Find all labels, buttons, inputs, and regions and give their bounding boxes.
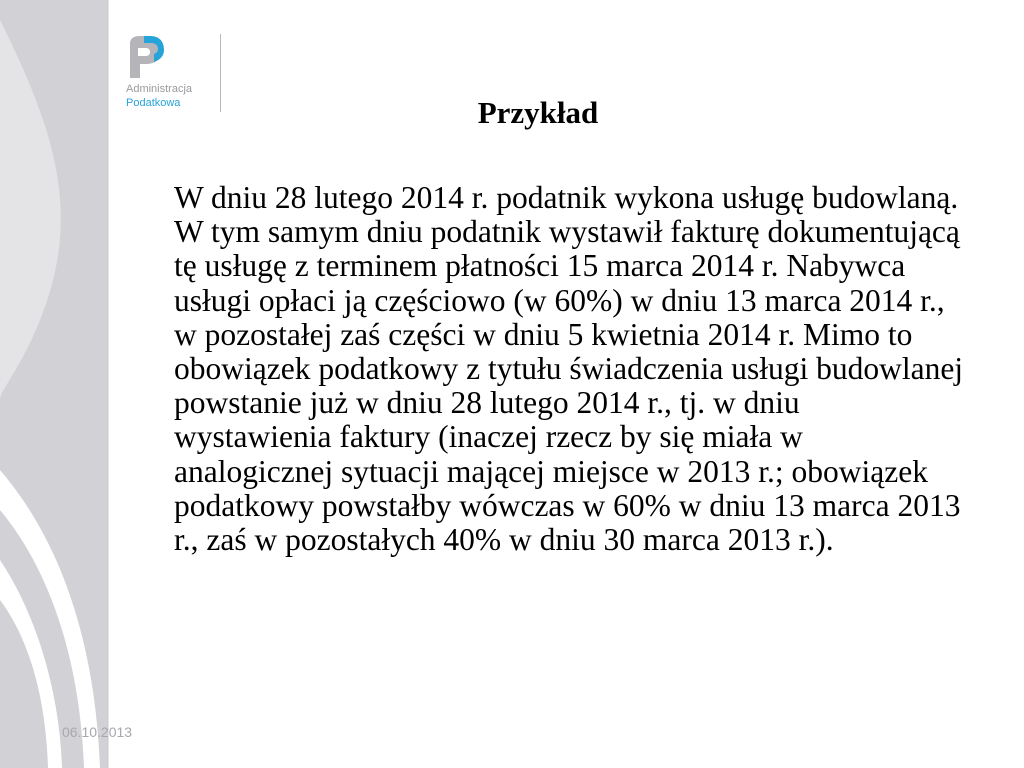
logo-mark-icon bbox=[124, 34, 174, 82]
slide-date: 06.10.2013 bbox=[62, 724, 133, 740]
logo-text-line1: Administracja bbox=[126, 83, 193, 95]
slide-body-text: W dniu 28 lutego 2014 r. podatnik wykona usługę budowlaną. W tym samym dniu podatnik wystawił fakturę dokumentującą tę usługę z terminem płatności 15 marca 2014 r. Nabywca usługi opłaci ją częściowo (w 60%) w dniu 13 marca 2014 r., w pozostałej zaś części w dniu 5 kwietnia 2014 r. Mimo to obowiązek podatkowy z tytułu świadczenia usługi budowlanej powstanie już w dniu 28 lutego 2014 r., tj. w dniu wystawienia faktury (inaczej rzecz by się miała w analogicznej sytuacji mającej miejsce w 2013 r.; obowiązek podatkowy powstałby wówczas w 60% w dniu 13 marca 2013 r., zaś w pozostałych 40% w dniu 30 marca 2013 r.). bbox=[174, 180, 964, 558]
slide-title: Przykład bbox=[477, 94, 599, 130]
logo-text-line2: Podatkowa bbox=[126, 97, 181, 109]
